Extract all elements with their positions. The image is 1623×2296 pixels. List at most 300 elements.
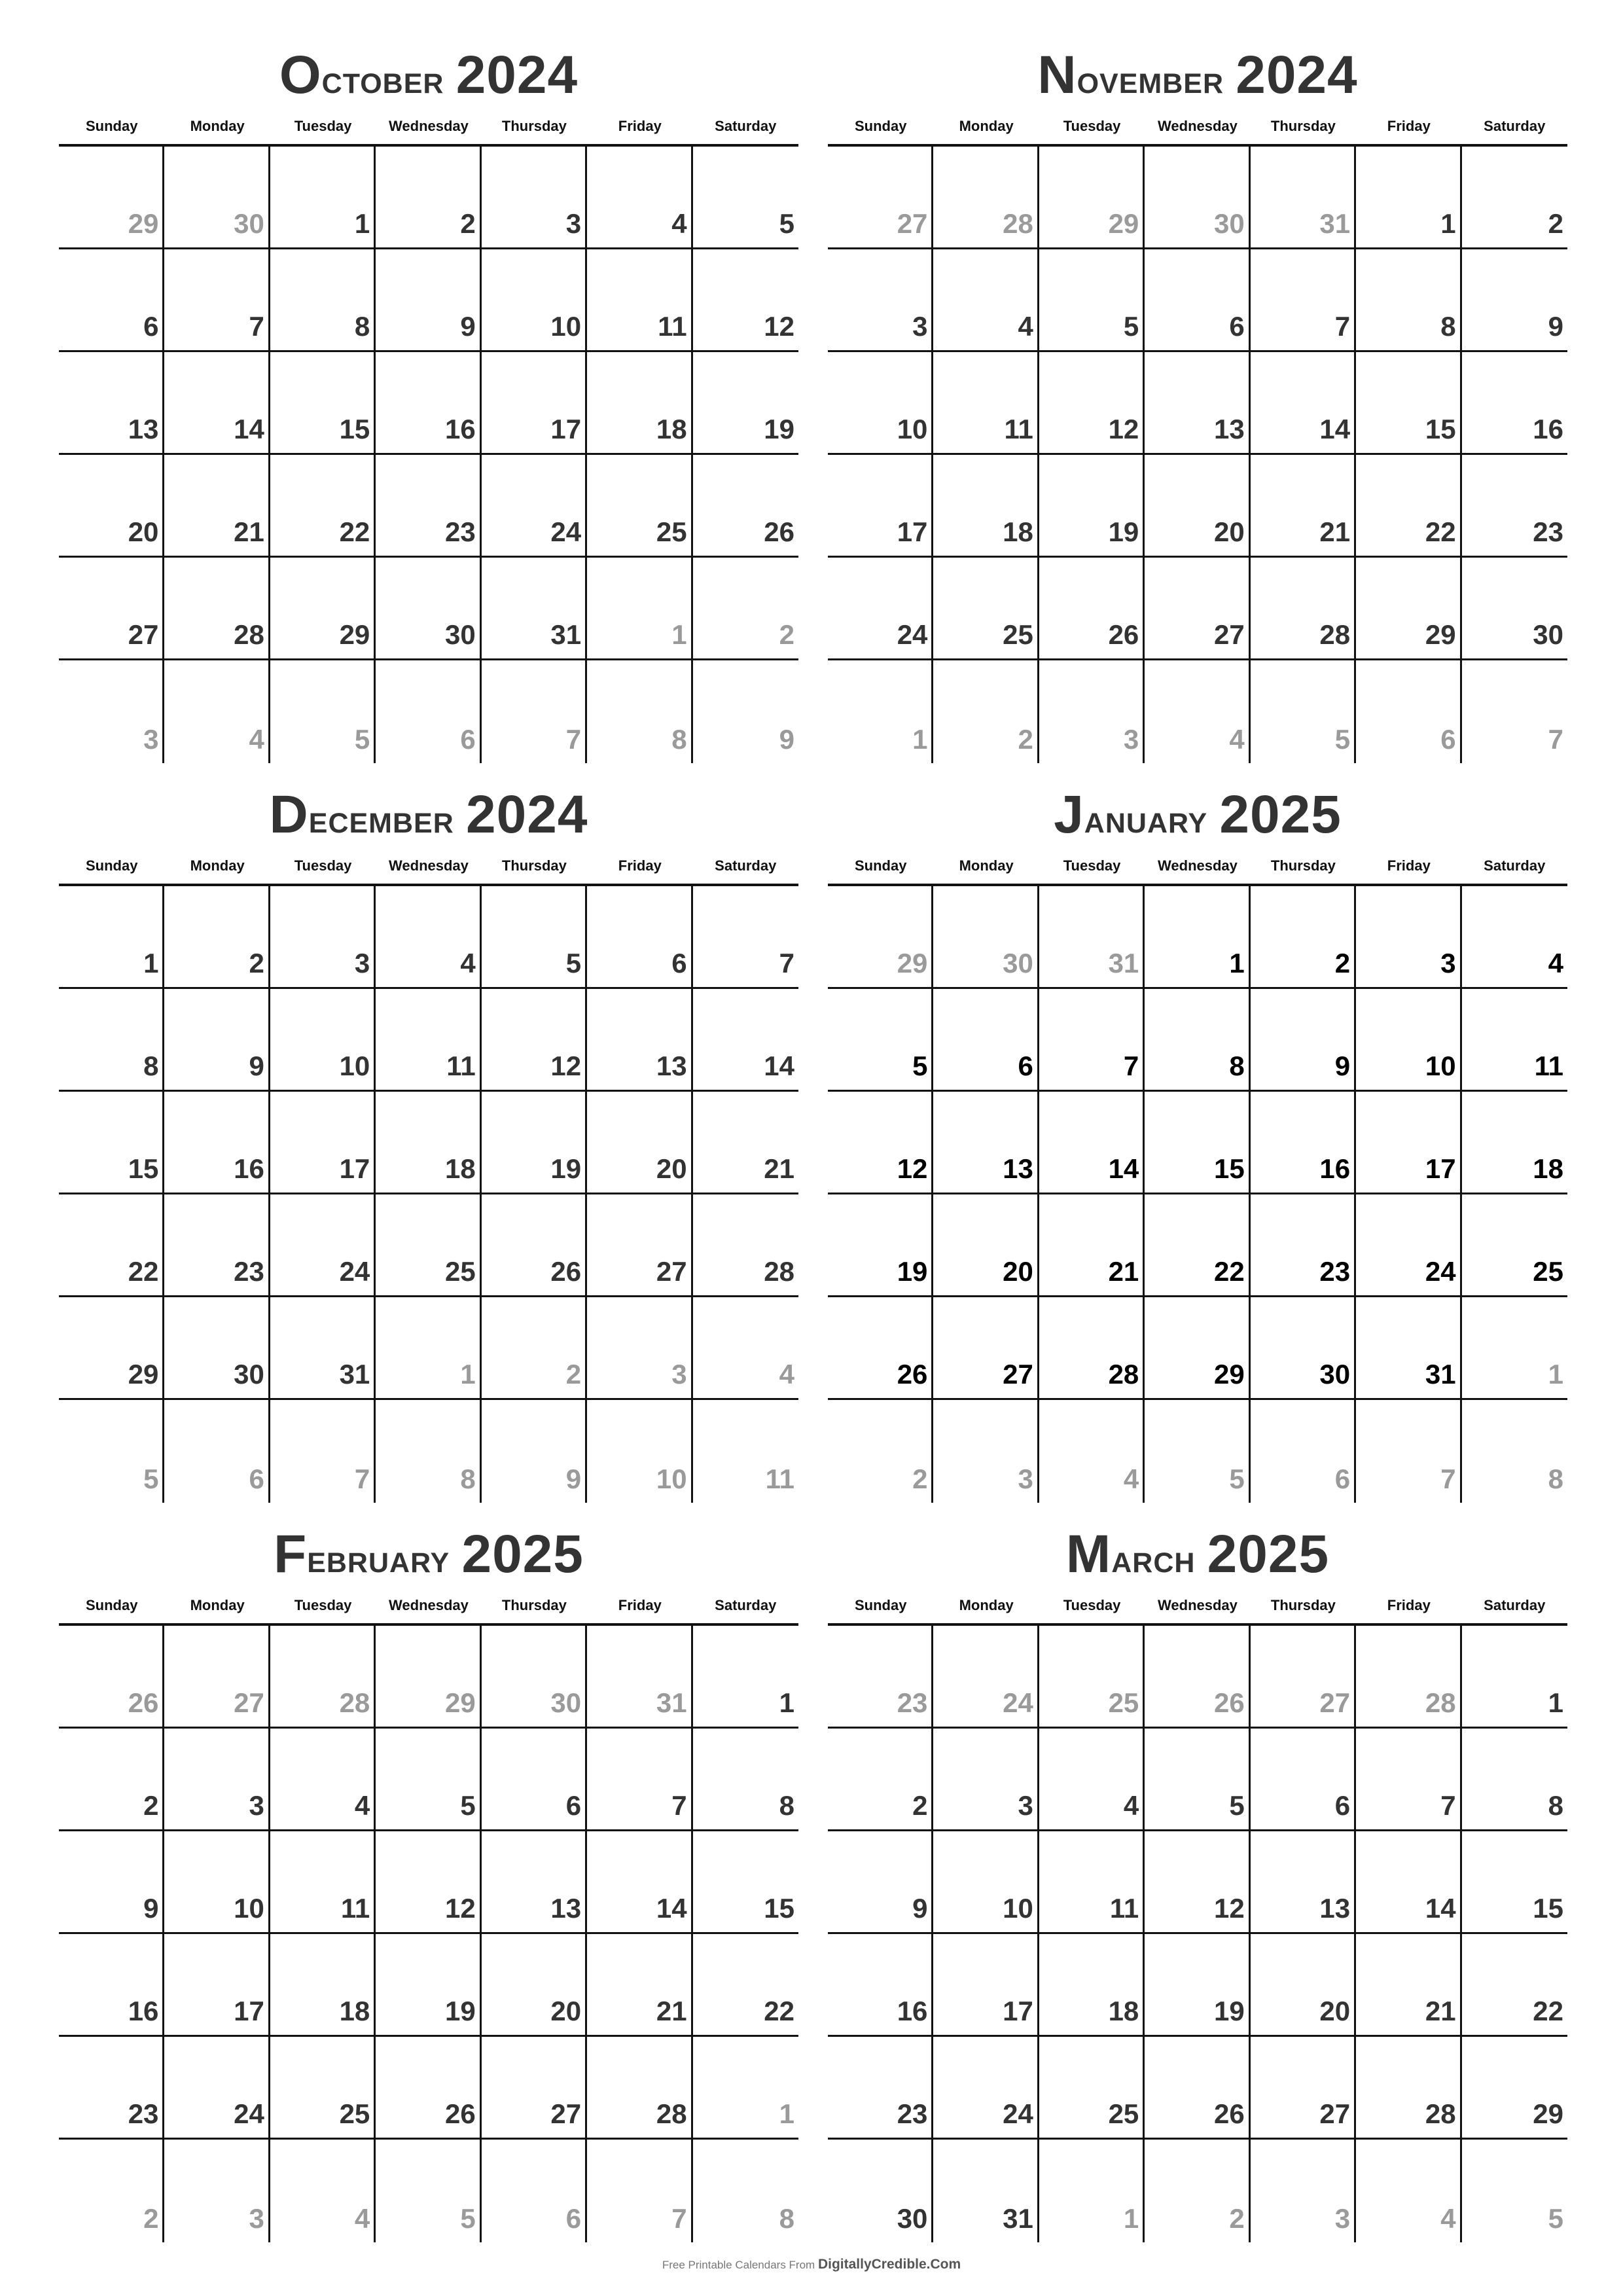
day-number: 8	[143, 1050, 159, 1081]
weekday-label: Tuesday	[1063, 1597, 1121, 1613]
day-cell	[693, 660, 798, 763]
day-cell	[59, 2037, 164, 2140]
day-cell	[59, 886, 164, 989]
day-cell	[164, 886, 270, 989]
weekday-label: Monday	[190, 1597, 245, 1613]
adjacent-month-day-number: 3	[143, 724, 159, 755]
day-cell	[482, 2037, 587, 2140]
day-cell	[1039, 147, 1145, 249]
day-cell	[1251, 1729, 1356, 1831]
adjacent-month-day-number: 6	[1440, 724, 1456, 755]
adjacent-month-day-number: 30	[550, 1687, 582, 1718]
day-cell	[693, 1934, 798, 2037]
day-number: 2	[1548, 208, 1563, 239]
day-cell	[270, 558, 376, 660]
adjacent-month-day-number: 28	[1003, 208, 1033, 239]
day-number: 28	[764, 1256, 794, 1287]
adjacent-month-day-number: 23	[897, 1687, 928, 1718]
day-number: 31	[339, 1359, 370, 1390]
day-cell	[482, 660, 587, 763]
weekday-label: Friday	[1387, 857, 1431, 874]
day-number: 4	[1123, 1790, 1139, 1821]
weekday-label: Sunday	[854, 1597, 907, 1613]
adjacent-month-day-number: 9	[779, 724, 794, 755]
adjacent-month-day-number: 3	[1123, 724, 1139, 755]
day-cell	[933, 2037, 1039, 2140]
adjacent-month-day-number: 27	[234, 1687, 264, 1718]
adjacent-month-day-number: 1	[912, 724, 928, 755]
adjacent-month-day-number: 7	[1440, 1463, 1456, 1494]
month-october-2024	[59, 39, 798, 766]
day-cell	[1039, 1400, 1145, 1503]
day-number: 16	[897, 1996, 928, 2026]
day-cell	[1251, 886, 1356, 989]
day-number: 3	[1440, 948, 1456, 978]
adjacent-month-day-number: 28	[339, 1687, 370, 1718]
day-number: 28	[1425, 2098, 1456, 2129]
weekday-label: Wednesday	[1158, 118, 1238, 134]
day-cell	[59, 352, 164, 455]
day-cell	[270, 1626, 376, 1729]
day-number: 30	[1533, 619, 1563, 650]
day-number: 16	[234, 1153, 264, 1184]
day-number: 28	[234, 619, 264, 650]
day-cell	[693, 1626, 798, 1729]
day-cell	[828, 1831, 933, 1934]
day-number: 21	[1319, 516, 1351, 547]
footer-credit	[0, 2257, 1623, 2272]
day-cell	[828, 1092, 933, 1194]
day-cell	[1462, 1194, 1567, 1297]
day-cell	[164, 1400, 270, 1503]
weekday-label: Tuesday	[294, 1597, 352, 1613]
adjacent-month-day-number: 29	[897, 948, 928, 978]
day-cell	[933, 1831, 1039, 1934]
weekday-label: Saturday	[1484, 1597, 1546, 1613]
day-cell	[1462, 1626, 1567, 1729]
day-cell	[1145, 352, 1250, 455]
day-cell	[1145, 660, 1250, 763]
day-cell	[587, 249, 692, 352]
day-cell	[482, 147, 587, 249]
day-cell	[693, 249, 798, 352]
month-december-2024	[59, 779, 798, 1505]
day-number: 10	[1003, 1893, 1033, 1924]
day-cell	[1251, 1934, 1356, 2037]
day-number: 9	[249, 1050, 264, 1081]
day-number: 7	[671, 1790, 687, 1821]
day-number: 1	[354, 208, 370, 239]
day-number: 5	[779, 208, 794, 239]
day-cell	[1462, 455, 1567, 558]
day-number: 2	[249, 948, 264, 978]
month-grid	[59, 1623, 798, 2242]
day-number: 10	[897, 414, 928, 444]
adjacent-month-day-number: 11	[765, 1463, 794, 1494]
day-cell	[1039, 2140, 1145, 2242]
month-march-2025	[828, 1518, 1567, 2245]
day-number: 14	[764, 1050, 794, 1081]
day-cell	[693, 1831, 798, 1934]
day-number: 21	[764, 1153, 794, 1184]
adjacent-month-day-number: 1	[460, 1359, 476, 1390]
weekday-label: Tuesday	[1063, 857, 1121, 874]
day-cell	[1462, 660, 1567, 763]
day-cell	[693, 558, 798, 660]
day-cell	[376, 1297, 481, 1400]
day-number: 20	[1319, 1996, 1351, 2026]
day-cell	[1356, 455, 1461, 558]
adjacent-month-day-number: 4	[249, 724, 264, 755]
adjacent-month-day-number: 5	[1548, 2203, 1563, 2234]
day-number: 25	[444, 1256, 476, 1287]
weekday-label: Friday	[1387, 118, 1431, 134]
day-cell	[59, 1934, 164, 2037]
day-cell	[270, 352, 376, 455]
day-number: 9	[1334, 1050, 1351, 1081]
adjacent-month-day-number: 5	[143, 1463, 159, 1494]
day-number: 21	[1108, 1256, 1139, 1287]
day-cell	[270, 1934, 376, 2037]
day-cell	[1462, 1092, 1567, 1194]
day-cell	[482, 1194, 587, 1297]
adjacent-month-day-number: 2	[779, 619, 794, 650]
adjacent-month-day-number: 6	[1334, 1463, 1351, 1494]
day-cell	[376, 886, 481, 989]
day-number: 22	[1425, 516, 1456, 547]
weekday-label: Wednesday	[1158, 1597, 1238, 1613]
day-cell	[933, 352, 1039, 455]
day-cell	[1251, 2037, 1356, 2140]
weekday-label: Saturday	[715, 857, 777, 874]
day-cell	[376, 147, 481, 249]
weekday-label: Monday	[959, 857, 1014, 874]
day-cell	[376, 1831, 481, 1934]
day-number: 18	[656, 414, 687, 444]
adjacent-month-day-number: 3	[249, 2203, 264, 2234]
day-cell	[1039, 989, 1145, 1092]
adjacent-month-day-number: 31	[1108, 948, 1139, 978]
day-cell	[828, 1400, 933, 1503]
day-cell	[270, 1297, 376, 1400]
day-cell	[482, 1400, 587, 1503]
day-cell	[1039, 352, 1145, 455]
day-cell	[933, 1297, 1039, 1400]
day-cell	[164, 1297, 270, 1400]
month-grid	[828, 884, 1567, 1503]
day-number: 7	[249, 311, 264, 342]
day-number: 23	[1319, 1256, 1351, 1287]
day-number: 5	[565, 948, 582, 978]
adjacent-month-day-number: 31	[656, 1687, 687, 1718]
weekday-label: Saturday	[1484, 118, 1546, 134]
day-cell	[482, 1626, 587, 1729]
day-cell	[376, 989, 481, 1092]
weekday-label: Friday	[618, 1597, 662, 1613]
day-number: 30	[234, 1359, 264, 1390]
day-number: 10	[234, 1893, 264, 1924]
day-cell	[482, 558, 587, 660]
weekday-label: Friday	[618, 857, 662, 874]
day-cell	[270, 1194, 376, 1297]
month-february-2025	[59, 1518, 798, 2245]
month-title: March 2025	[1065, 1524, 1330, 1584]
day-cell	[1145, 1729, 1250, 1831]
day-cell	[59, 455, 164, 558]
weekday-label: Thursday	[501, 118, 567, 134]
day-cell	[376, 660, 481, 763]
adjacent-month-day-number: 5	[1229, 1463, 1245, 1494]
day-cell	[587, 1400, 692, 1503]
day-cell	[1462, 249, 1567, 352]
day-cell	[376, 1194, 481, 1297]
day-cell	[1145, 1934, 1250, 2037]
weekday-label: Sunday	[85, 857, 138, 874]
day-cell	[164, 147, 270, 249]
day-number: 15	[1425, 414, 1456, 444]
day-number: 11	[658, 311, 687, 342]
day-number: 29	[339, 619, 370, 650]
day-cell	[1356, 1400, 1461, 1503]
day-cell	[1356, 147, 1461, 249]
day-cell	[693, 1194, 798, 1297]
adjacent-month-day-number: 4	[1123, 1463, 1139, 1494]
day-number: 23	[128, 2098, 159, 2129]
day-cell	[587, 147, 692, 249]
day-number: 13	[128, 414, 159, 444]
day-number: 26	[550, 1256, 582, 1287]
day-number: 9	[912, 1893, 928, 1924]
day-cell	[693, 1400, 798, 1503]
day-number: 13	[550, 1893, 582, 1924]
adjacent-month-day-number: 5	[354, 724, 370, 755]
day-cell	[482, 249, 587, 352]
day-cell	[59, 249, 164, 352]
day-number: 12	[897, 1153, 928, 1184]
day-cell	[376, 1092, 481, 1194]
day-cell	[376, 249, 481, 352]
day-cell	[1145, 147, 1250, 249]
adjacent-month-day-number: 5	[1334, 724, 1351, 755]
day-number: 25	[1533, 1256, 1563, 1287]
day-cell	[59, 1831, 164, 1934]
day-cell	[587, 352, 692, 455]
day-number: 4	[1548, 948, 1563, 978]
day-cell	[828, 1626, 933, 1729]
day-cell	[828, 1194, 933, 1297]
adjacent-month-day-number: 1	[779, 2098, 794, 2129]
day-cell	[828, 660, 933, 763]
day-number: 20	[1213, 516, 1245, 547]
day-cell	[693, 352, 798, 455]
weekday-label: Monday	[959, 118, 1014, 134]
day-cell	[270, 2037, 376, 2140]
day-cell	[1039, 660, 1145, 763]
day-number: 27	[1319, 2098, 1351, 2129]
day-cell	[587, 455, 692, 558]
day-cell	[828, 558, 933, 660]
adjacent-month-day-number: 8	[1548, 1463, 1563, 1494]
day-number: 11	[340, 1893, 370, 1924]
day-cell	[59, 558, 164, 660]
day-number: 25	[1108, 2098, 1139, 2129]
adjacent-month-day-number: 7	[565, 724, 582, 755]
day-cell	[164, 249, 270, 352]
day-cell	[933, 989, 1039, 1092]
day-cell	[587, 1626, 692, 1729]
day-number: 13	[1213, 414, 1245, 444]
day-cell	[828, 1297, 933, 1400]
day-number: 14	[656, 1893, 687, 1924]
weekday-label: Monday	[190, 118, 245, 134]
day-number: 25	[339, 2098, 370, 2129]
day-cell	[828, 886, 933, 989]
day-number: 11	[1109, 1893, 1139, 1924]
adjacent-month-day-number: 8	[671, 724, 687, 755]
day-cell	[482, 1092, 587, 1194]
weekday-label: Sunday	[85, 118, 138, 134]
day-number: 1	[779, 1687, 794, 1718]
day-number: 6	[143, 311, 159, 342]
adjacent-month-day-number: 30	[1213, 208, 1245, 239]
weekday-label: Sunday	[85, 1597, 138, 1613]
day-number: 23	[897, 2098, 928, 2129]
day-number: 2	[1334, 948, 1351, 978]
day-cell	[164, 352, 270, 455]
day-number: 23	[444, 516, 476, 547]
day-number: 17	[550, 414, 582, 444]
adjacent-month-day-number: 24	[1003, 1687, 1033, 1718]
day-number: 24	[550, 516, 582, 547]
day-cell	[933, 558, 1039, 660]
day-cell	[1251, 455, 1356, 558]
day-number: 12	[1213, 1893, 1245, 1924]
day-cell	[1145, 558, 1250, 660]
day-cell	[164, 455, 270, 558]
day-number: 15	[1533, 1893, 1563, 1924]
day-cell	[59, 660, 164, 763]
day-number: 1	[143, 948, 159, 978]
day-number: 9	[1548, 311, 1563, 342]
day-number: 2	[460, 208, 476, 239]
adjacent-month-day-number: 29	[128, 208, 159, 239]
day-cell	[1039, 1934, 1145, 2037]
adjacent-month-day-number: 6	[460, 724, 476, 755]
adjacent-month-day-number: 3	[1018, 1463, 1033, 1494]
day-number: 28	[1319, 619, 1351, 650]
day-number: 29	[1425, 619, 1456, 650]
adjacent-month-day-number: 6	[565, 2203, 582, 2234]
weekday-label: Monday	[190, 857, 245, 874]
day-cell	[59, 147, 164, 249]
day-cell	[933, 2140, 1039, 2242]
day-cell	[482, 1831, 587, 1934]
day-number: 15	[128, 1153, 159, 1184]
day-number: 16	[444, 414, 476, 444]
day-cell	[587, 886, 692, 989]
day-cell	[828, 352, 933, 455]
day-number: 23	[1533, 516, 1563, 547]
day-number: 21	[656, 1996, 687, 2026]
day-number: 22	[764, 1996, 794, 2026]
weekday-header	[828, 110, 1567, 143]
day-cell	[270, 1729, 376, 1831]
day-cell	[828, 147, 933, 249]
day-cell	[164, 558, 270, 660]
day-number: 12	[550, 1050, 582, 1081]
day-number: 18	[444, 1153, 476, 1184]
day-number: 7	[1440, 1790, 1456, 1821]
day-cell	[1251, 249, 1356, 352]
day-cell	[933, 455, 1039, 558]
adjacent-month-day-number: 5	[460, 2203, 476, 2234]
day-number: 22	[128, 1256, 159, 1287]
day-number: 18	[1533, 1153, 1563, 1184]
month-grid	[828, 1623, 1567, 2242]
weekday-label: Saturday	[715, 118, 777, 134]
day-cell	[1251, 147, 1356, 249]
adjacent-month-day-number: 29	[1108, 208, 1139, 239]
day-cell	[1356, 249, 1461, 352]
day-number: 4	[1018, 311, 1033, 342]
day-cell	[376, 2037, 481, 2140]
month-grid	[828, 144, 1567, 763]
adjacent-month-day-number: 4	[354, 2203, 370, 2234]
day-number: 14	[234, 414, 264, 444]
weekday-label: Tuesday	[294, 857, 352, 874]
day-cell	[376, 352, 481, 455]
day-cell	[587, 1194, 692, 1297]
day-cell	[828, 455, 933, 558]
day-cell	[693, 989, 798, 1092]
day-number: 1	[1548, 1687, 1563, 1718]
day-number: 1	[1440, 208, 1456, 239]
day-number: 27	[1213, 619, 1245, 650]
day-cell	[933, 1194, 1039, 1297]
day-cell	[164, 1729, 270, 1831]
adjacent-month-day-number: 8	[460, 1463, 476, 1494]
day-cell	[1145, 1194, 1250, 1297]
day-number: 24	[1003, 2098, 1033, 2129]
day-cell	[1145, 1831, 1250, 1934]
month-title: November 2024	[1037, 45, 1358, 105]
day-cell	[1145, 1626, 1250, 1729]
day-cell	[1462, 352, 1567, 455]
day-cell	[1039, 1297, 1145, 1400]
day-cell	[1356, 352, 1461, 455]
day-number: 21	[1425, 1996, 1456, 2026]
adjacent-month-day-number: 2	[1229, 2203, 1245, 2234]
day-cell	[587, 1092, 692, 1194]
day-cell	[270, 1831, 376, 1934]
weekday-header	[59, 1589, 798, 1622]
adjacent-month-day-number: 10	[656, 1463, 687, 1494]
weekday-label: Saturday	[715, 1597, 777, 1613]
day-cell	[933, 1400, 1039, 1503]
weekday-label: Friday	[1387, 1597, 1431, 1613]
day-number: 6	[1229, 311, 1245, 342]
adjacent-month-day-number: 30	[1003, 948, 1033, 978]
day-cell	[1356, 558, 1461, 660]
weekday-label: Wednesday	[389, 118, 469, 134]
day-cell	[693, 1297, 798, 1400]
day-number: 27	[550, 2098, 582, 2129]
day-cell	[164, 1831, 270, 1934]
day-cell	[59, 1092, 164, 1194]
day-cell	[1462, 147, 1567, 249]
day-cell	[270, 249, 376, 352]
month-grid	[59, 144, 798, 763]
